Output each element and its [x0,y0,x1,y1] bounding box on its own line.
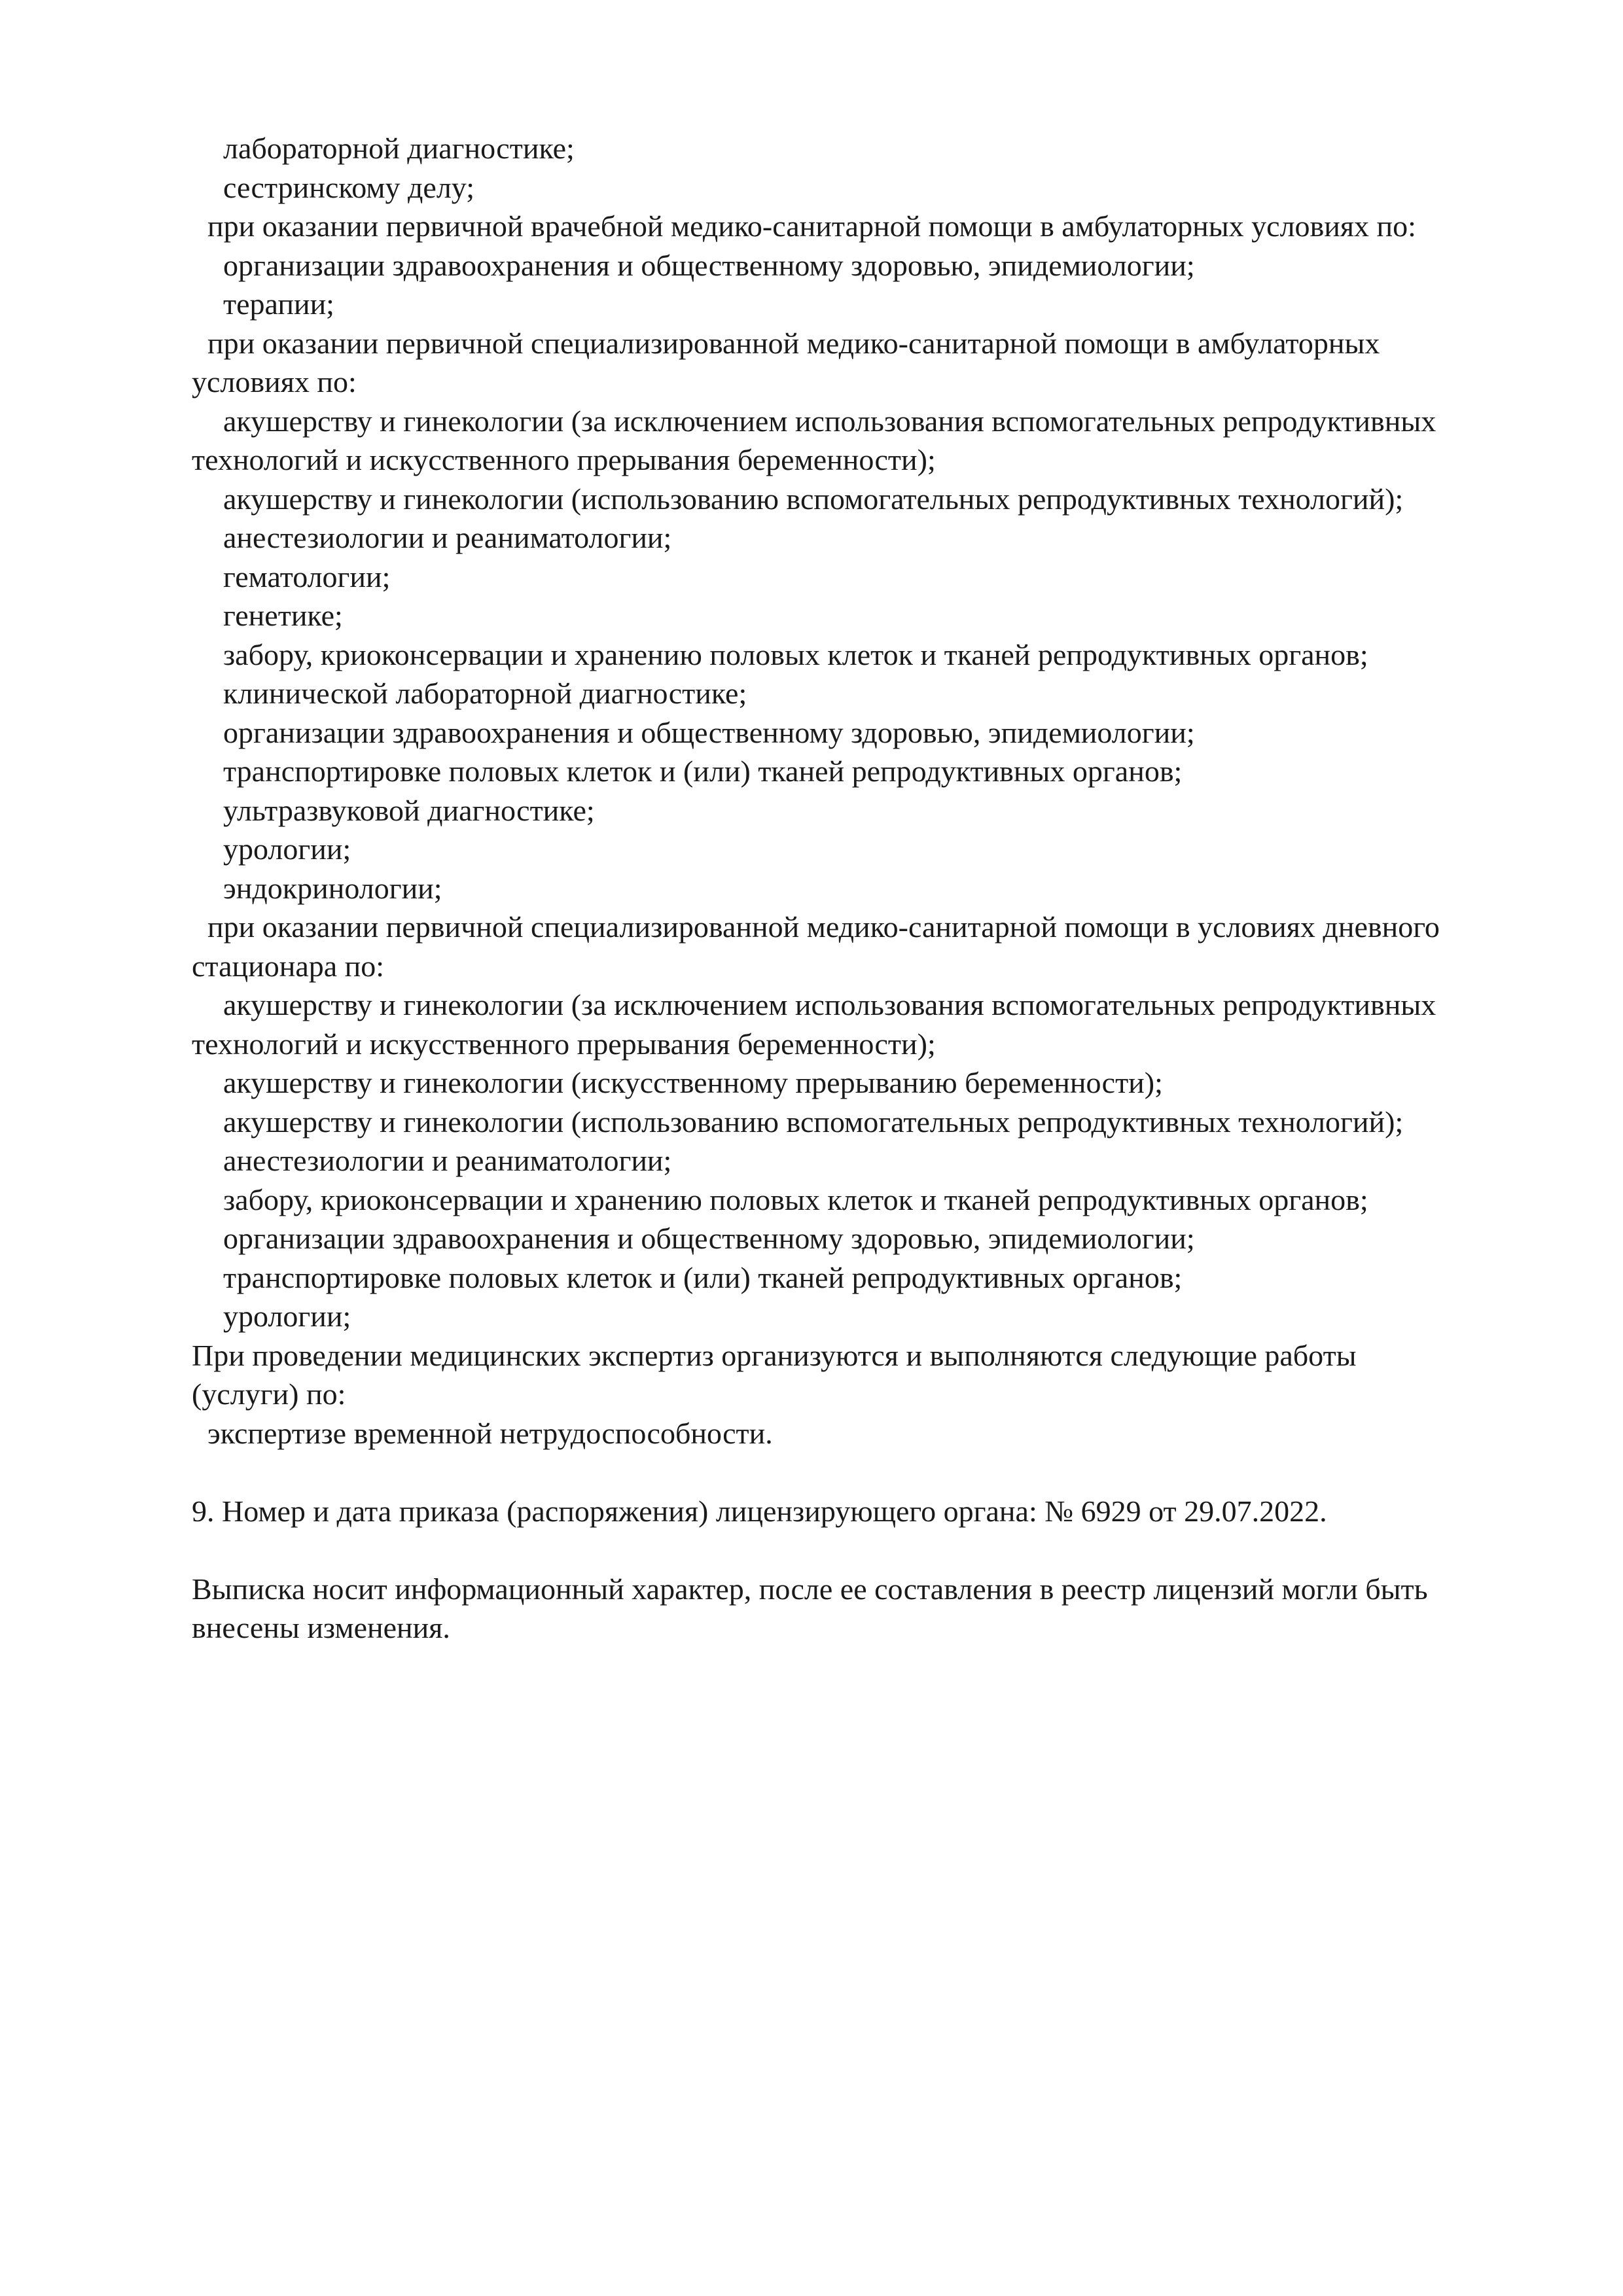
text-line: акушерству и гинекологии (искусственному прерыванию беременности); [223,1066,1163,1099]
text-line: сестринскому делу; [223,170,474,204]
text-line: терапии; [223,287,334,321]
paragraph-gap [192,1530,1553,1570]
text-line: эндокринологии; [223,871,442,905]
text-line: организации здравоохранения и общественному здоровью, эпидемиологии; [223,248,1195,282]
text-line: организации здравоохранения и общественному здоровью, эпидемиологии; [223,715,1195,749]
text-line: анестезиологии и реаниматологии; [223,1144,672,1177]
text-line: (услуги) по: [192,1377,346,1411]
text-line: При проведении медицинских экспертиз организуются и выполняются следующие работы [192,1338,1357,1372]
text-line: забору, криоконсервации и хранению половых клеток и тканей репродуктивных органов; [223,1182,1368,1216]
text-line: при оказании первичной врачебной медико-санитарной помощи в амбулаторных условиях по: [207,209,1416,243]
document-text [192,129,1553,1648]
text-line: анестезиологии и реаниматологии; [223,521,672,554]
text-line: забору, криоконсервации и хранению половых клеток и тканей репродуктивных органов; [223,637,1368,671]
text-line: организации здравоохранения и общественному здоровью, эпидемиологии; [223,1222,1195,1255]
text-line: урологии; [223,832,351,866]
text-line: технологий и искусственного прерывания беременности); [192,443,936,476]
notice-line: внесены изменения. [192,1611,450,1644]
text-line: экспертизе временной нетрудоспособности. [207,1416,773,1450]
notice-line: Выписка носит информационный характер, после ее составления в реестр лицензий могли быть [192,1572,1428,1606]
text-line: генетике; [223,599,343,632]
text-line: при оказании первичной специализированной медико-санитарной помощи в условиях дневного [207,910,1440,944]
text-line: транспортировке половых клеток и (или) тканей репродуктивных органов; [223,1260,1183,1294]
text-line: при оказании первичной специализированной медико-санитарной помощи в амбулаторных [207,326,1380,360]
text-line: условиях по: [192,365,357,398]
text-line: гематологии; [223,559,391,593]
text-line: ультразвуковой диагностике; [223,793,595,827]
text-line: транспортировке половых клеток и (или) тканей репродуктивных органов; [223,754,1183,788]
license-order-line: 9. Номер и дата приказа (распоряжения) лицензирующего органа: № 6929 от 29.07.2022. [192,1494,1327,1528]
text-line: акушерству и гинекологии (за исключением использования вспомогательных репродуктивных [223,404,1436,438]
text-line: стационара по: [192,949,385,983]
text-line: технологий и искусственного прерывания беременности); [192,1027,936,1061]
text-line: акушерству и гинекологии (за исключением использования вспомогательных репродуктивных [223,988,1436,1021]
text-line: акушерству и гинекологии (использованию вспомогательных репродуктивных технологий); [223,1104,1404,1139]
text-line: урологии; [223,1299,351,1333]
text-line: лабораторной диагностике; [223,132,575,165]
text-line: акушерству и гинекологии (использованию вспомогательных репродуктивных технологий); [223,482,1404,516]
paragraph-gap [192,1453,1553,1492]
text-line: клинической лабораторной диагностике; [223,677,747,710]
